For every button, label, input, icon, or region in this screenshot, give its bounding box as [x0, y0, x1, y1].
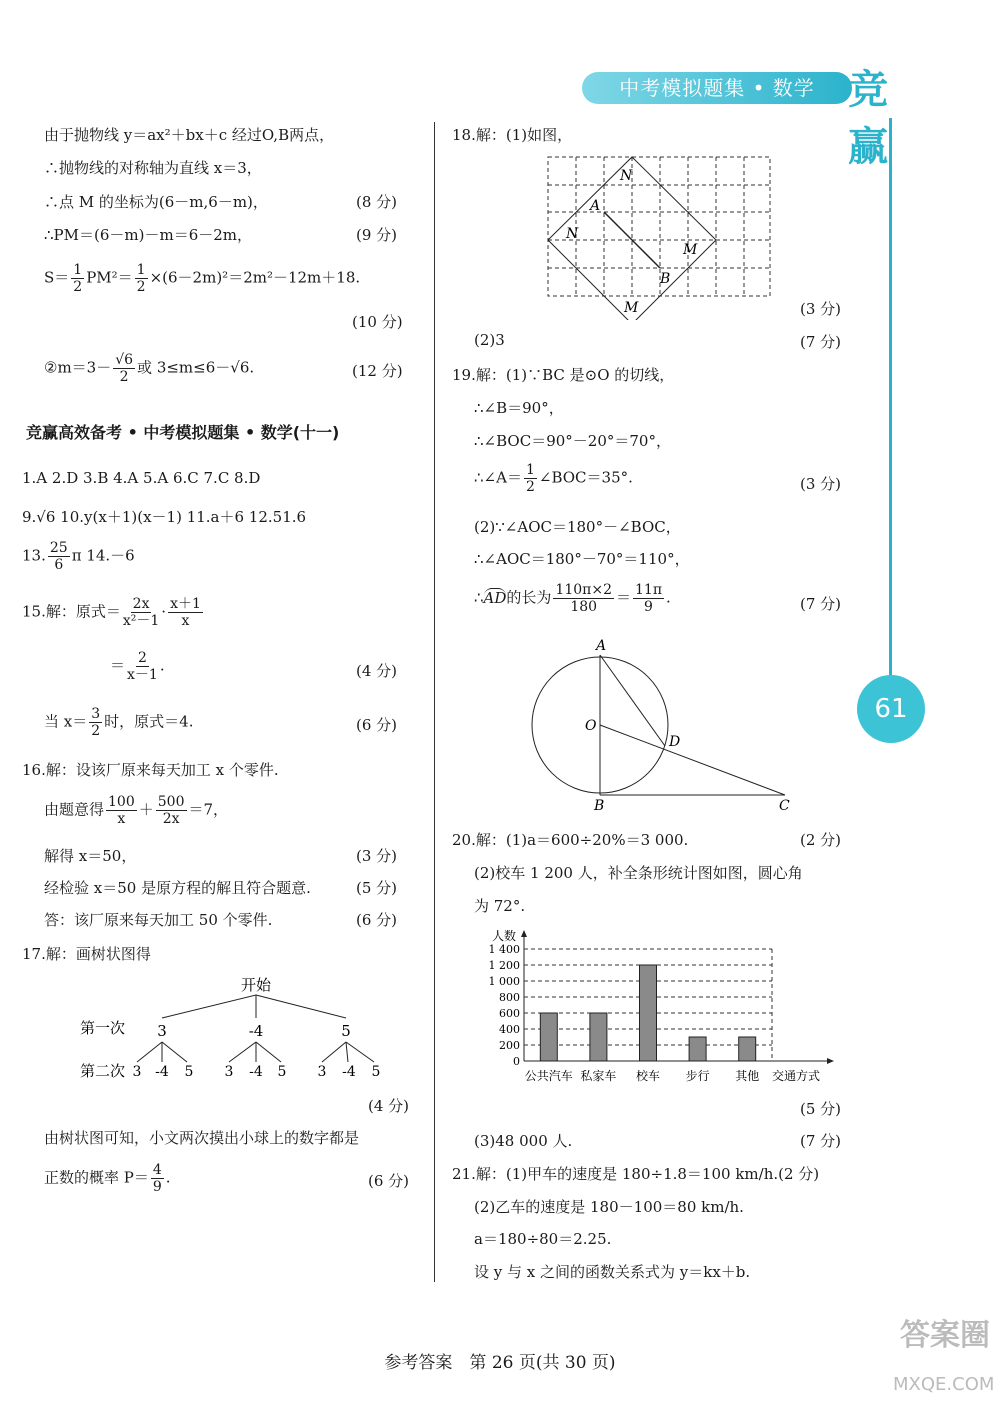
fraction: [151, 1162, 164, 1195]
numerator: 1: [525, 462, 535, 478]
grid-frame: [548, 157, 770, 296]
denominator: 6: [54, 557, 64, 573]
q19-step: [474, 462, 633, 495]
q20-step: (2)校车 1 200 人，补全条形统计图如图，圆心角: [474, 864, 803, 882]
text: 15.解：原式＝: [22, 602, 121, 621]
line: 由于抛物线 y＝ax²＋bx＋c 经过O,B两点，: [44, 126, 335, 144]
tree-first-label: 第一次: [80, 1019, 126, 1037]
q17: 17.解：画树状图得: [22, 945, 151, 963]
text: ∴: [474, 588, 484, 607]
denominator: 2x: [162, 811, 180, 827]
score: (7 分): [800, 1132, 842, 1150]
numerator: 1: [136, 262, 146, 278]
numerator: √6: [115, 352, 134, 368]
text: ∠BOC＝35°.: [538, 468, 633, 487]
bar-1: [540, 1013, 557, 1061]
tree-diagram: [70, 970, 410, 1085]
tree-edge: [137, 1042, 162, 1062]
q19: 19.解：(1)∵BC 是⊙O 的切线，: [452, 366, 675, 384]
text: 由题意得: [44, 800, 105, 819]
tree-edge: [229, 1042, 256, 1062]
line: ∴点 M 的坐标为(6－m,6－m)，: [44, 193, 268, 211]
tree-second-label: 第二次: [80, 1062, 126, 1080]
text: PM²＝: [86, 268, 133, 287]
equation-m: [44, 352, 254, 385]
numerator: 3: [91, 706, 101, 722]
q19-step: (2)∵∠AOC＝180°－∠BOC，: [474, 518, 681, 536]
text: π 14.－6: [71, 546, 135, 565]
numerator: 2: [137, 650, 147, 666]
denominator: 9: [152, 1179, 162, 1195]
score: (6 分): [368, 1172, 410, 1190]
label-c: C: [779, 798, 790, 814]
label-a: A: [596, 638, 607, 654]
fraction: [633, 582, 664, 615]
denominator: x: [181, 613, 190, 629]
q15-step: [110, 650, 165, 683]
watermark: 答案圈: [900, 1318, 990, 1353]
fraction: [168, 596, 203, 629]
q21-step: 设 y 与 x 之间的函数关系式为 y＝kx＋b.: [474, 1263, 751, 1281]
text: S＝: [44, 268, 70, 287]
y-tick-label: 0: [513, 1055, 520, 1068]
point-b: B: [660, 271, 671, 287]
text: ＝: [110, 656, 126, 675]
chart-ylabel: 人数: [492, 929, 517, 943]
q16-step: [44, 794, 228, 827]
q18-step: (2)3: [474, 331, 505, 349]
tree-edge: [162, 995, 256, 1018]
tree-node: -4: [248, 1022, 264, 1040]
score: (5 分): [800, 1100, 842, 1118]
header-banner: 中考模拟题集 • 数学: [582, 72, 852, 104]
q18-grid-figure: [540, 150, 780, 320]
denominator: 2: [73, 279, 83, 295]
y-tick-label: 600: [499, 1007, 520, 1020]
tree-edge: [346, 1042, 348, 1062]
page-footer: 参考答案 第 26 页(共 30 页): [384, 1353, 616, 1373]
point-m: M: [683, 242, 698, 258]
fraction: [127, 650, 158, 683]
segment-ad: [600, 655, 665, 746]
text: .: [159, 656, 165, 675]
tree-leaf: 5: [184, 1064, 194, 1080]
brand-logo: 竞赢: [848, 67, 888, 170]
q17-step: 由树状图可知，小文两次摸出小球上的数字都是: [44, 1129, 360, 1147]
arc-ad: AD: [483, 588, 507, 607]
bar-4: [689, 1037, 706, 1061]
column-divider: [434, 122, 435, 1282]
q19-step: ∴∠B＝90°，: [474, 399, 564, 417]
numerator: 4: [152, 1162, 162, 1178]
tree-edge: [256, 1042, 281, 1062]
text: ＋: [138, 800, 154, 819]
q20-step: (3)48 000 人.: [474, 1132, 573, 1150]
denominator: 2: [91, 723, 101, 739]
page-number-badge: 61: [857, 675, 925, 743]
numerator: 100: [108, 794, 135, 810]
score: (2 分): [800, 831, 842, 849]
q21-step: (2)乙车的速度是 180－100＝80 km/h.: [474, 1198, 744, 1216]
denominator: 2: [119, 369, 129, 385]
q21-step: a＝180÷80＝2.25.: [474, 1230, 612, 1248]
answers-row: 9.√6 10.y(x＋1)(x－1) 11.a＋6 12.51.6: [22, 508, 307, 526]
text: ∴∠A＝: [474, 468, 522, 487]
score: (4 分): [368, 1097, 410, 1115]
text: 当 x＝: [44, 712, 88, 731]
text: ×(6－2m)²＝2m²－12m＋18.: [149, 268, 361, 287]
denominator: 2: [525, 479, 535, 495]
x-axis-arrow: [827, 1058, 834, 1064]
denominator: 180: [570, 599, 598, 615]
y-tick-label: 400: [499, 1023, 520, 1036]
q16-step: 解得 x＝50，: [44, 847, 137, 865]
denominator: x－1: [127, 667, 158, 683]
line: ∴PM＝(6－m)－m＝6－2m，: [44, 226, 253, 244]
tree-leaf: 5: [371, 1064, 381, 1080]
numerator: x＋1: [170, 596, 201, 612]
q20: 20.解：(1)a＝600÷20%＝3 000.: [452, 831, 689, 849]
q19-step: [474, 582, 671, 615]
score: (10 分): [352, 313, 403, 331]
point-n: N: [566, 226, 579, 242]
numerator: 2x: [132, 596, 150, 612]
section-title: 竞赢高效备考 • 中考模拟题集 • 数学(十一): [26, 423, 340, 442]
score: (6 分): [356, 911, 398, 929]
label-d: D: [669, 734, 681, 750]
q19-step: ∴∠BOC＝90°－20°＝70°，: [474, 432, 671, 450]
fraction: [106, 794, 137, 827]
text: ＝7，: [188, 800, 229, 819]
score: (7 分): [800, 333, 842, 351]
tree-edge: [346, 1042, 374, 1062]
answers-row: 1.A 2.D 3.B 4.A 5.A 6.C 7.C 8.D: [22, 469, 261, 487]
q15-step: [44, 706, 193, 739]
tree-leaf: 3: [132, 1064, 142, 1080]
bar-5: [739, 1037, 756, 1061]
score: (9 分): [356, 226, 398, 244]
fraction: [123, 596, 159, 629]
tree-leaf: -4: [342, 1064, 356, 1080]
point-a: A: [590, 198, 601, 214]
x-tick-label: 其他: [735, 1069, 760, 1083]
bar-2: [590, 1013, 607, 1061]
score: (4 分): [356, 662, 398, 680]
denominator: x: [117, 811, 126, 827]
numerator: 11π: [635, 582, 663, 598]
y-tick-label: 1 200: [488, 959, 520, 972]
segment-oc: [600, 725, 785, 795]
tree-leaf: 5: [277, 1064, 287, 1080]
tree-start: 开始: [240, 976, 272, 994]
y-tick-label: 1 400: [488, 943, 520, 956]
y-tick-label: 200: [499, 1039, 520, 1052]
fraction: [113, 352, 135, 385]
q15: [22, 596, 205, 629]
x-tick-label: 私家车: [580, 1069, 617, 1083]
fraction: [156, 794, 187, 827]
tree-leaf: 3: [317, 1064, 327, 1080]
numerator: 25: [49, 540, 68, 556]
q18: 18.解：(1)如图，: [452, 126, 573, 144]
text: ＝: [615, 588, 631, 607]
y-axis-arrow: [521, 930, 527, 937]
text: ②m＝3－: [44, 358, 112, 377]
text: .: [165, 1168, 171, 1187]
answers-row: [22, 540, 135, 573]
watermark-url: MXQE.COM: [893, 1374, 995, 1395]
x-tick-label: 公共汽车: [524, 1069, 573, 1083]
score: (6 分): [356, 716, 398, 734]
tree-leaf: -4: [249, 1064, 263, 1080]
y-tick-label: 1 000: [488, 975, 520, 988]
circle-figure: [525, 635, 805, 815]
score: (7 分): [800, 595, 842, 613]
line: ∴抛物线的对称轴为直线 x＝3，: [44, 159, 262, 177]
side-rule: [889, 118, 892, 678]
text: 时，原式＝4.: [104, 712, 194, 731]
score: (3 分): [800, 300, 842, 318]
q16-step: 经检验 x＝50 是原方程的解且符合题意.: [44, 879, 311, 897]
bar-chart: [470, 920, 850, 1090]
bar-3: [640, 965, 657, 1061]
text: 或 3≤m≤6－√6.: [137, 358, 255, 377]
q16: 16.解：设该厂原来每天加工 x 个零件.: [22, 761, 279, 779]
x-tick-label: 校车: [635, 1069, 661, 1083]
text: ·: [161, 602, 167, 621]
point-m: M: [624, 300, 639, 316]
score: (3 分): [356, 847, 398, 865]
tree-leaf: -4: [155, 1064, 169, 1080]
text: .: [666, 588, 671, 607]
label-o: O: [585, 718, 597, 734]
fraction: [524, 462, 537, 495]
q16-step: 答：该厂原来每天加工 50 个零件.: [44, 911, 273, 929]
label-b: B: [594, 798, 605, 814]
grid-lines: [548, 157, 770, 296]
numerator: 110π×2: [555, 582, 612, 598]
chart-xlabel: 交通方式: [772, 1069, 821, 1083]
score: (5 分): [356, 879, 398, 897]
tree-edge: [322, 1042, 346, 1062]
q21: 21.解：(1)甲车的速度是 180÷1.8＝100 km/h.(2 分): [452, 1165, 820, 1183]
score: (12 分): [352, 362, 403, 380]
tree-node: 5: [341, 1022, 351, 1040]
q17-step: [44, 1162, 171, 1195]
point-n: N: [620, 168, 633, 184]
numerator: 500: [157, 794, 185, 810]
x-tick-label: 步行: [685, 1069, 710, 1083]
fraction: [48, 540, 70, 573]
q19-step: ∴∠AOC＝180°－70°＝110°，: [474, 550, 690, 568]
tree-node: 3: [157, 1022, 167, 1040]
denominator: 9: [644, 599, 653, 615]
tree-edge: [256, 995, 346, 1018]
tree-edge: [162, 1042, 187, 1062]
tree-leaf: 3: [224, 1064, 234, 1080]
y-tick-label: 800: [499, 991, 520, 1004]
denominator: x²－1: [122, 613, 160, 629]
score: (8 分): [356, 193, 398, 211]
q20-step: 为 72°.: [474, 897, 526, 915]
equation-s: [44, 262, 360, 295]
denominator: 2: [136, 279, 146, 295]
text: 正数的概率 P＝: [44, 1168, 149, 1187]
text: 13.: [22, 546, 46, 565]
fraction: [89, 706, 102, 739]
text: 的长为: [506, 588, 552, 607]
score: (3 分): [800, 475, 842, 493]
fraction: [135, 262, 148, 295]
numerator: 1: [73, 262, 83, 278]
fraction: [553, 582, 614, 615]
fraction: [71, 262, 84, 295]
